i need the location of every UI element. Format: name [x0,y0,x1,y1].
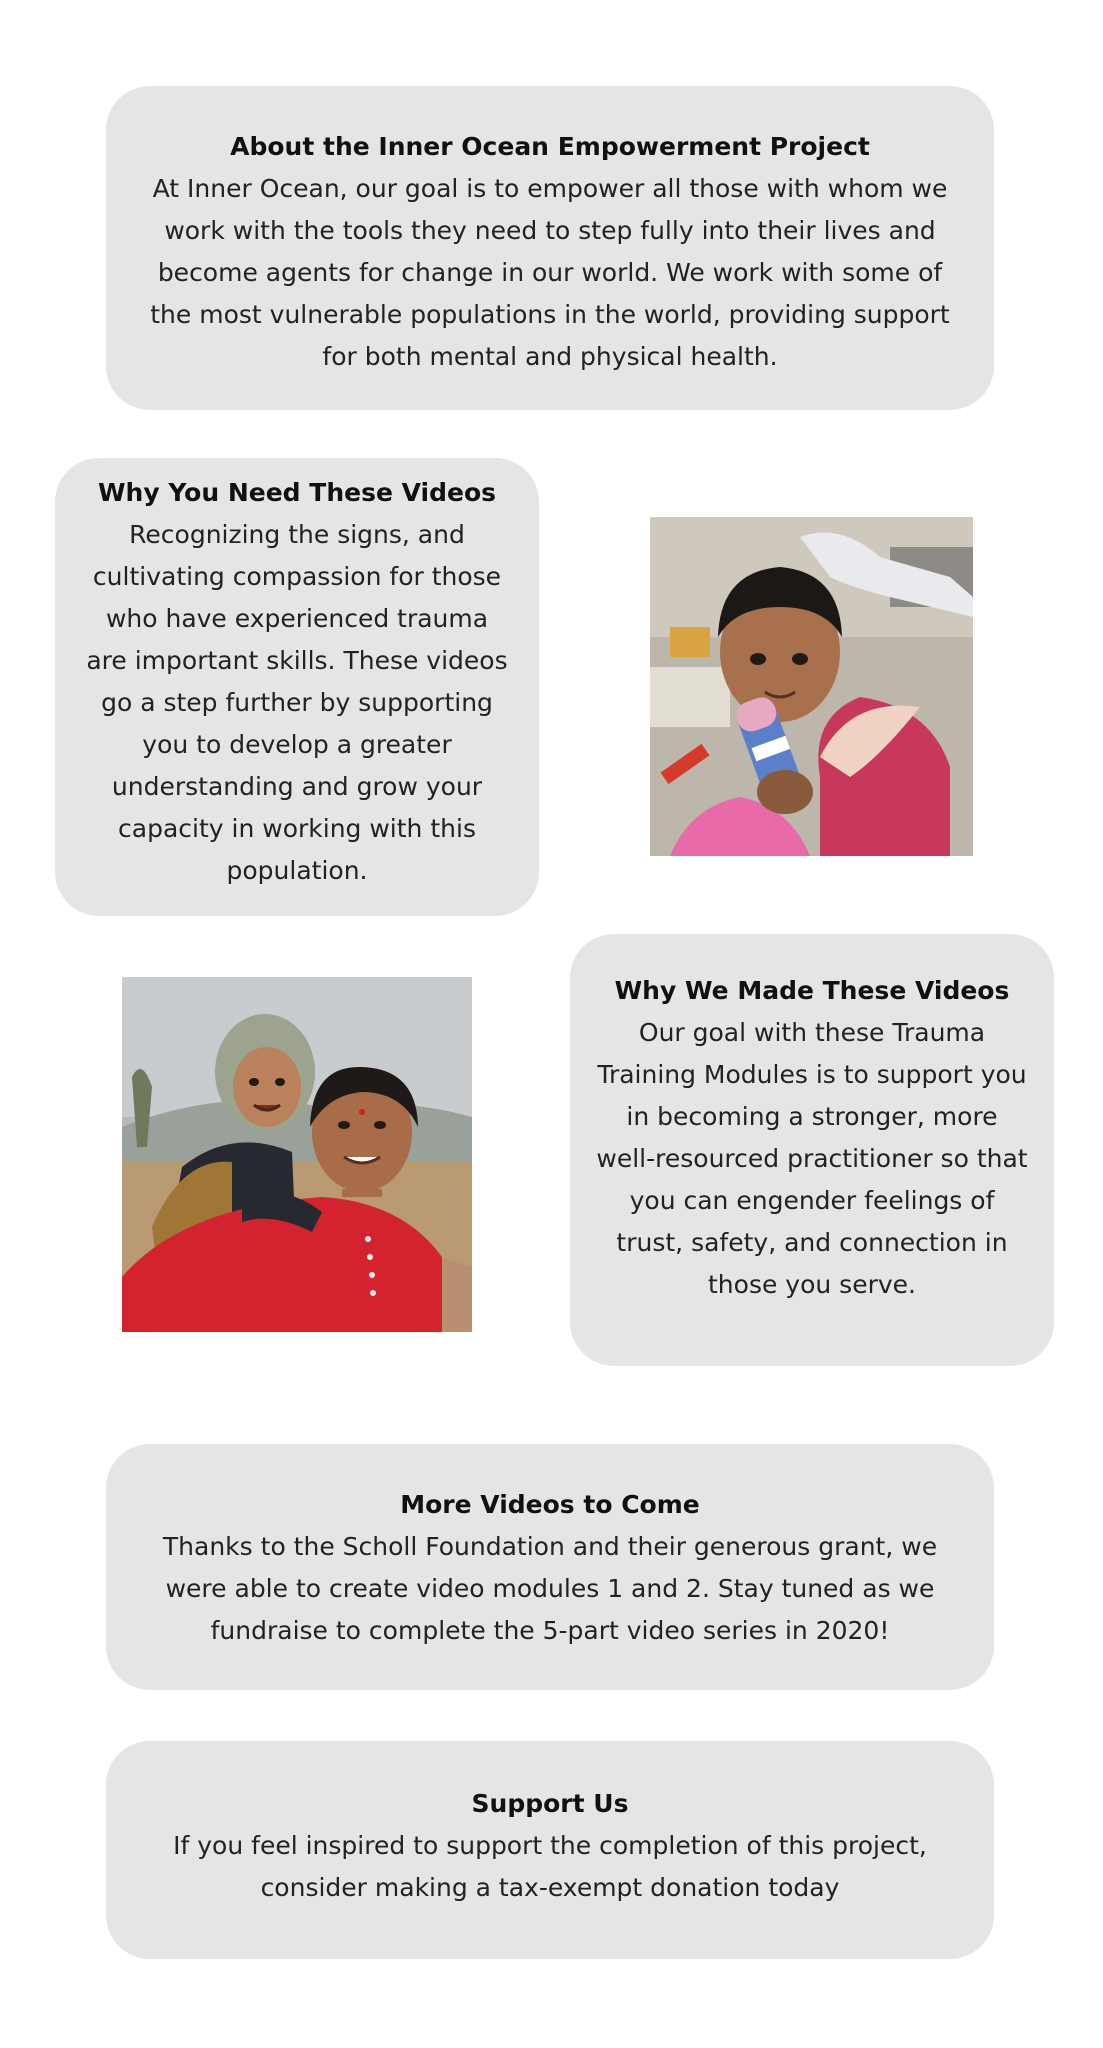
photo-girl-with-toy [650,517,973,856]
about-body: At Inner Ocean, our goal is to empower all those with whom we work with the tools they need to step fully into their lives and become agents for change in our world. We work with some of the most vulnerable populations in the world, providing support for both mental and physical health. [150,174,950,371]
more-videos-card [106,1444,994,1690]
why-need-title: Why You Need These Videos [97,478,497,507]
more-videos-body: Thanks to the Scholl Foundation and their generous grant, we were able to create video modules 1 and 2. Stay tuned as we fundraise to complete the 5-part video series in 2020! [162,1532,938,1645]
photo-mother-and-child [122,977,472,1332]
why-need-card [55,458,539,916]
about-card [106,86,994,410]
why-need-body: Recognizing the signs, and cultivating compassion for those who have experienced trauma are important skills. These videos go a step further by supporting you to develop a greater understanding and grow your capacity in working with this population. [86,520,508,885]
support-body: If you feel inspired to support the completion of this project, consider making a tax-exempt donation today [173,1831,927,1902]
support-card[interactable] [106,1741,994,1959]
more-videos-title: More Videos to Come [400,1490,700,1519]
support-title: Support Us [471,1789,629,1818]
why-made-card [570,934,1054,1366]
why-made-title: Why We Made These Videos [614,976,1010,1005]
about-title: About the Inner Ocean Empowerment Project [230,132,870,161]
why-made-body: Our goal with these Trauma Training Modules is to support you in becoming a stronger, more well-resourced practitioner so that you can engender feelings of trust, safety, and connection in those you serve. [596,1018,1028,1299]
